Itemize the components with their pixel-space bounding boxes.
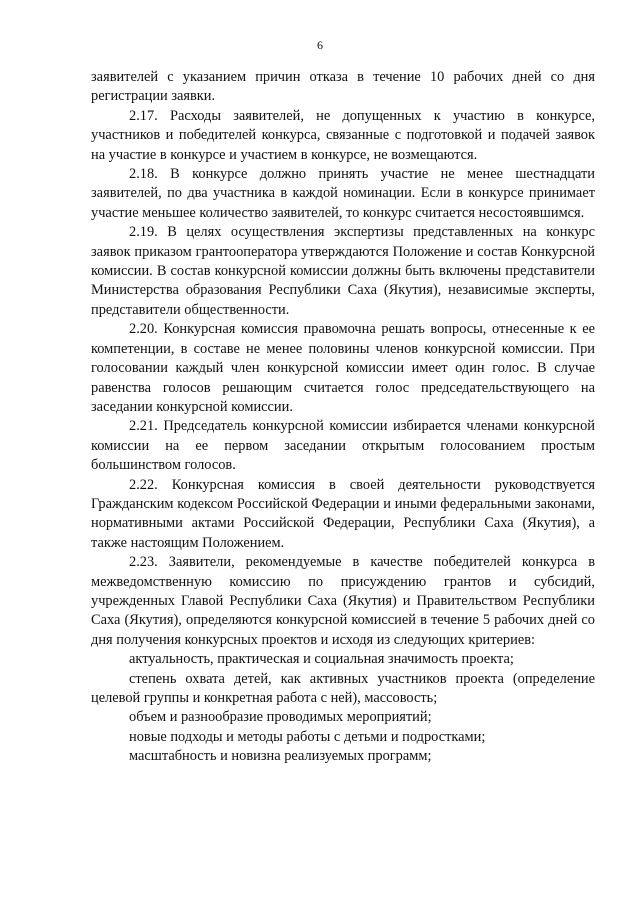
paragraph-2-23: 2.23. Заявители, рекомендуемые в качестве победителей конкурса в межведомственную комиссию по присуждению грантов и субсидий, учрежденных Главой Республики Саха (Якутия) и Правительством Республики Саха (Якутия), определяются конкурсной комиссией в течение 5 рабочих дней со дня получения конкурсных проектов и исходя из следующих критериев: bbox=[91, 554, 595, 648]
criterion-item: степень охвата детей, как активных участников проекта (определение целевой группы и конкретная работа с ней), массовость; bbox=[91, 670, 595, 706]
paragraph-2-20: 2.20. Конкурсная комиссия правомочна решать вопросы, отнесенные к ее компетенции, в составе не менее половины членов конкурсной комиссии. При голосовании каждый член конкурсной комиссии имеет один голос. В случае равенства голосов решающим считается голос председательствующего на заседании конкурсной комиссии. bbox=[91, 321, 595, 415]
criterion-item: масштабность и новизна реализуемых программ; bbox=[129, 748, 432, 765]
criterion-item: объем и разнообразие проводимых мероприятий; bbox=[129, 709, 432, 726]
paragraph-continuation: заявителей с указанием причин отказа в течение 10 рабочих дней со дня регистрации заявки. bbox=[91, 69, 595, 105]
paragraph-2-22: 2.22. Конкурсная комиссия в своей деятельности руководствуется Гражданским кодексом Российской Федерации и иными федеральными законами, нормативными актами Российской Федерации, Республики Саха (Якутия), а также настоящим Положением. bbox=[91, 476, 595, 551]
paragraph-2-19: 2.19. В целях осуществления экспертизы представленных на конкурс заявок приказом грантооператора утверждаются Положение и состав Конкурсной комиссии. В состав конкурсной комиссии должны быть включены представители Министерства образования Республики Саха (Якутия), независимые эксперты, представители общественности. bbox=[91, 224, 595, 318]
paragraph-2-17: 2.17. Расходы заявителей, не допущенных к участию в конкурсе, участников и победителей конкурса, связанные с подготовкой и подачей заявок на участие в конкурсе и участием в конкурсе, не возмещаются. bbox=[91, 107, 595, 163]
criterion-item: новые подходы и методы работы с детьми и подростками; bbox=[129, 728, 486, 745]
body-text bbox=[91, 68, 595, 767]
paragraph-2-18: 2.18. В конкурсе должно принять участие не менее шестнадцати заявителей, по два участника в каждой номинации. Если в конкурсе принимает участие меньшее количество заявителей, то конкурс считается несостоявшимся. bbox=[91, 166, 595, 221]
page-number: 6 bbox=[317, 38, 323, 52]
paragraph-2-21: 2.21. Председатель конкурсной комиссии избирается членами конкурсной комиссии на ее первом заседании открытым голосованием простым большинством голосов. bbox=[91, 418, 595, 474]
criterion-item: актуальность, практическая и социальная значимость проекта; bbox=[129, 651, 514, 668]
